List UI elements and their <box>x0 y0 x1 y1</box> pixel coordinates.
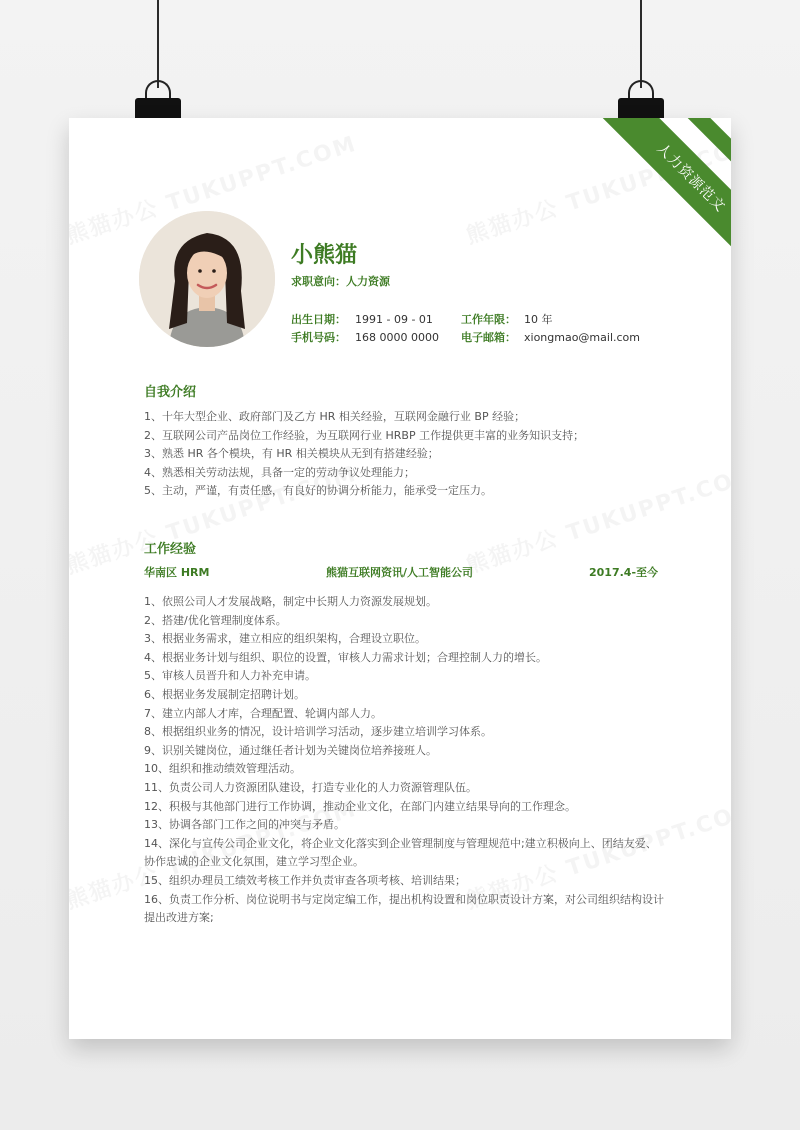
list-item: 8、根据组织业务的情况，设计培训学习活动，逐步建立培训学习体系。 <box>144 725 492 739</box>
field-label: 出生日期： <box>291 313 346 326</box>
list-item: 13、协调各部门工作之间的冲突与矛盾。 <box>144 818 345 832</box>
hanging-wire-left <box>157 0 159 88</box>
hanging-wire-right <box>640 0 642 88</box>
list-item: 10、组织和推动绩效管理活动。 <box>144 762 301 776</box>
list-item: 4、熟悉相关劳动法规，具备一定的劳动争议处理能力； <box>144 465 415 479</box>
job-intent-value: 人力资源 <box>346 275 390 288</box>
list-item: 1、十年大型企业、政府部门及乙方 HR 相关经验，互联网金融行业 BP 经验； <box>144 410 526 423</box>
field-label: 手机号码： <box>291 331 346 344</box>
field-value: 168 0000 0000 <box>355 331 439 344</box>
experience-period: 2017.4-至今 <box>589 566 659 579</box>
field-email <box>461 329 640 345</box>
section-title-self-intro: 自我介绍 <box>144 385 197 400</box>
experience-company: 熊猫互联网资讯/人工智能公司 <box>326 566 474 579</box>
job-intent <box>291 273 390 289</box>
field-work-years <box>461 311 553 327</box>
field-label: 工作年限： <box>461 313 516 326</box>
list-item: 15、组织办理员工绩效考核工作并负责审查各项考核、培训结果； <box>144 873 466 887</box>
list-item: 7、建立内部人才库，合理配置、轮调内部人力。 <box>144 706 382 720</box>
list-item: 3、熟悉 HR 各个模块，有 HR 相关模块从无到有搭建经验； <box>144 447 439 461</box>
list-item: 5、主动，严谨，有责任感，有良好的协调分析能力，能承受一定压力。 <box>144 484 492 498</box>
field-birth-date <box>291 311 433 327</box>
avatar-portrait-icon <box>139 211 275 347</box>
list-item: 2、互联网公司产品岗位工作经验，为互联网行业 HRBP 工作提供更丰富的业务知识支持； <box>144 428 585 442</box>
list-item: 12、积极与其他部门进行工作协调，推动企业文化，在部门内建立结果导向的工作理念。 <box>144 799 576 813</box>
list-item: 2、搭建/优化管理制度体系。 <box>144 613 287 627</box>
job-intent-label: 求职意向： <box>291 275 346 288</box>
avatar <box>139 211 275 347</box>
field-value: 1991 - 09 - 01 <box>355 313 433 326</box>
list-item: 6、根据业务发展制定招聘计划。 <box>144 687 305 701</box>
ribbon-label: 人力资源范文 <box>585 118 731 284</box>
resume-paper <box>69 118 731 1039</box>
field-label: 电子邮箱： <box>461 331 516 344</box>
list-item: 14、深化与宣传公司企业文化，将企业文化落实到企业管理制度与管理规范中;建立积极向上、团结友爱、协作忠诚的企业文化氛围，建立学习型企业。 <box>144 836 657 869</box>
field-value: xiongmao@mail.com <box>524 331 640 344</box>
list-item: 5、审核人员晋升和人力补充申请。 <box>144 669 316 683</box>
corner-ribbon <box>551 118 731 298</box>
candidate-name: 小熊猫 <box>291 243 358 268</box>
list-item: 4、根据业务计划与组织、职位的设置，审核人力需求计划；合理控制人力的增长。 <box>144 650 547 664</box>
field-value: 10 年 <box>524 313 553 326</box>
list-item: 1、依照公司人才发展战略，制定中长期人力资源发展规划。 <box>144 595 437 608</box>
list-item: 11、负责公司人力资源团队建设，打造专业化的人力资源管理队伍。 <box>144 780 477 794</box>
experience-list <box>144 593 664 928</box>
list-item: 9、识别关键岗位，通过继任者计划为关键岗位培养接班人。 <box>144 743 437 757</box>
list-item: 16、负责工作分析、岗位说明书与定岗定编工作，提出机构设置和岗位职责设计方案，对公司组织结构设计提出改进方案; <box>144 892 664 925</box>
field-phone <box>291 329 439 345</box>
list-item: 3、根据业务需求，建立相应的组织架构，合理设立职位。 <box>144 632 426 646</box>
experience-position: 华南区 HRM <box>144 566 210 579</box>
self-intro-list <box>144 408 664 501</box>
section-title-experience: 工作经验 <box>144 542 197 557</box>
